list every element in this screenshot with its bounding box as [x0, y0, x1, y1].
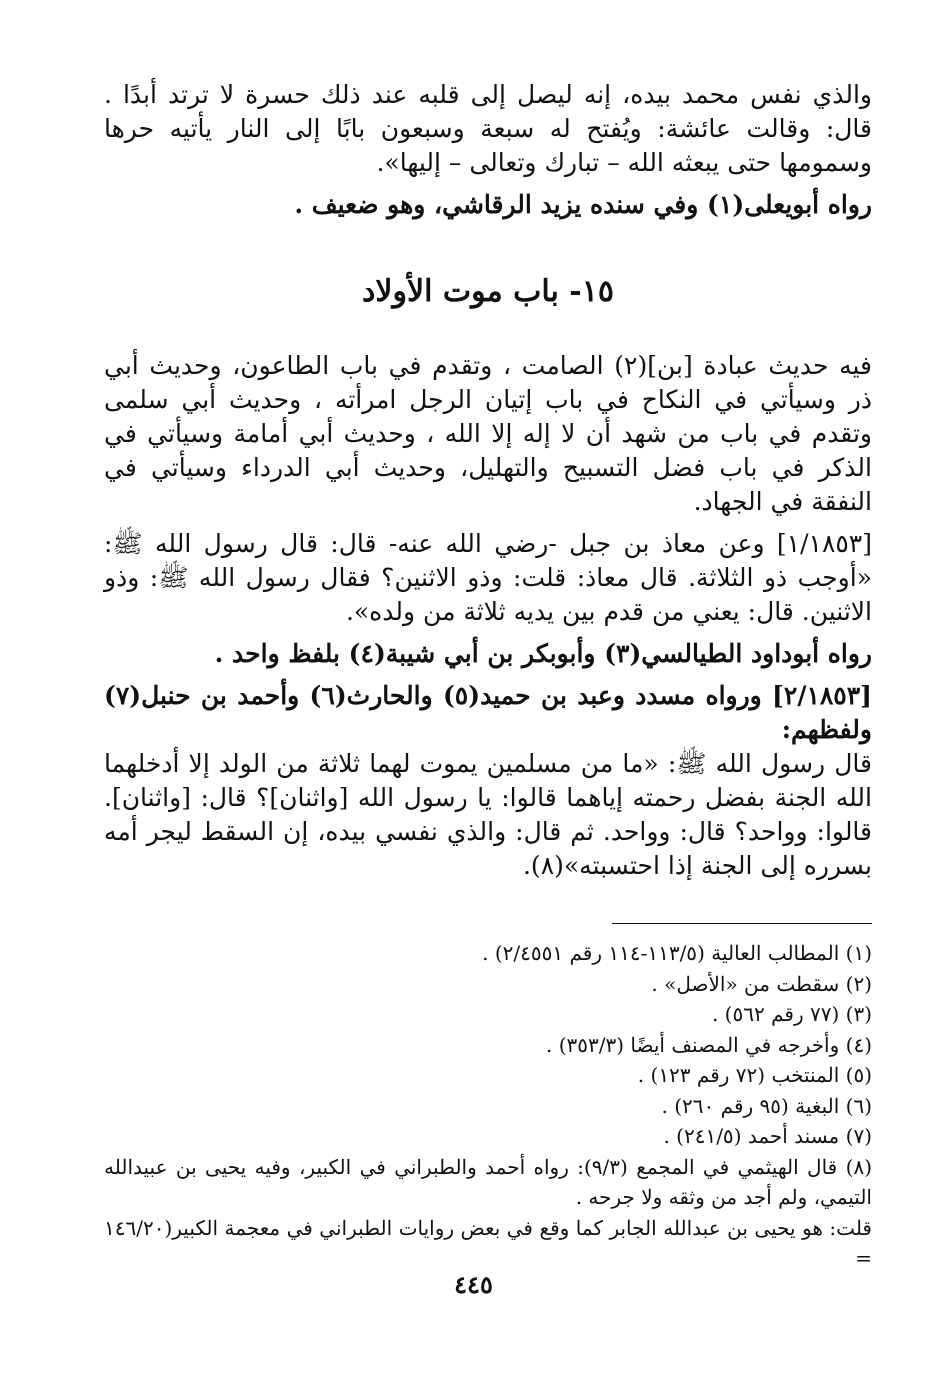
footnote-divider [612, 923, 872, 924]
page-number: ٤٤٥ [454, 1270, 493, 1299]
paragraph-continuation: والذي نفس محمد بيده، إنه ليصل إلى قلبه عند ذلك حسرة لا ترتد أبدًا . قال: وقالت عائشة: ويُفتح له سبعة وسبعون بابًا إلى النار يأتيه حرها وسمومها حتى يبعثه الله – تبارك وتعالى – إليها». [104, 80, 872, 177]
book-page [104, 78, 872, 1274]
footnote-6: (٦) البغية (٩٥ رقم ٢٦٠) . [661, 1093, 872, 1118]
footnote-2: (٢) سقطت من «الأصل» . [651, 971, 872, 996]
footnote-5: (٥) المنتخب (٧٢ رقم ١٢٣) . [637, 1063, 872, 1087]
hadith-1853-2-heading: [٢/١٨٥٣] ورواه مسدد وعبد بن حميد(٥) والحارث(٦) وأحمد بن حنبل(٧) ولفظهم: [104, 681, 873, 744]
hadith-1853-1: [١/١٨٥٣] وعن معاذ بن جبل -رضي الله عنه- قال: قال رسول الله ﷺ: «أوجب ذو الثلاثة. قال معاذ: قلت: وذو الاثنين؟ فقال رسول الله ﷺ: وذو الاثنين. قال: يعني من قدم بين يديه ثلاثة من ولده». [104, 529, 872, 626]
footnote-8-continuation: قلت: هو يحيى بن عبدالله الجابر كما وقع في بعض روايات الطبراني في معجمة الكبير(١٤٦/٢٠ = [104, 1215, 872, 1270]
hadith-1853-2-text: قال رسول الله ﷺ: «ما من مسلمين يموت لهما ثلاثة من الولد إلا أدخلهما الله الجنة بفضل رحمته إياهما قالوا: يا رسول الله [واثنان]؟ قال: [واثنان]. قالوا: وواحد؟ قال: وواحد. ثم قال: والذي نفسي بيده، إن السقط ليجر أمه بسرره إلى الجنة إذا احتسبته»(٨). [104, 749, 872, 880]
chapter-intro-paragraph: فيه حديث عبادة [بن](٢) الصامت ، وتقدم في باب الطاعون، وحديث أبي ذر وسيأتي في النكاح في باب إتيان الرجل امرأته ، وحديث أبي سلمى وتقدم في باب من شهد أن لا إله إلا الله ، وحديث أبي أمامة وسيأتي في الذكر في باب فضل التسبيح والتهليل، وحديث أبي الدرداء وسيأتي في النفقة في الجهاد. [104, 351, 873, 516]
narration-note-2: رواه أبوداود الطيالسي(٣) وأبوبكر بن أبي شيبة(٤) بلفظ واحد . [214, 639, 872, 668]
footnote-4: (٤) وأخرجه في المصنف أيضًا (٣٥٣/٣) . [546, 1032, 872, 1057]
footnote-8: (٨) قال الهيثمي في المجمع (٩/٣): رواه أحمد والطبراني في الكبير، وفيه يحيى بن عبيدالله التيمي، ولم أجد من وثقه ولا جرحه . [104, 1154, 872, 1209]
footnote-7: (٧) مسند أحمد (٢٤١/٥) . [663, 1124, 872, 1148]
footnote-1: (١) المطالب العالية (١١٣/٥-١١٤ رقم ٢/٤٥٥١) . [482, 941, 872, 965]
footnotes [104, 938, 872, 1274]
footnote-3: (٣) (٧٧ رقم ٥٦٢) . [711, 1002, 872, 1026]
narration-note: رواه أبويعلى(١) وفي سنده يزيد الرقاشي، وهو ضعيف . [294, 190, 872, 219]
chapter-title: ١٥- باب موت الأولاد [362, 274, 614, 309]
